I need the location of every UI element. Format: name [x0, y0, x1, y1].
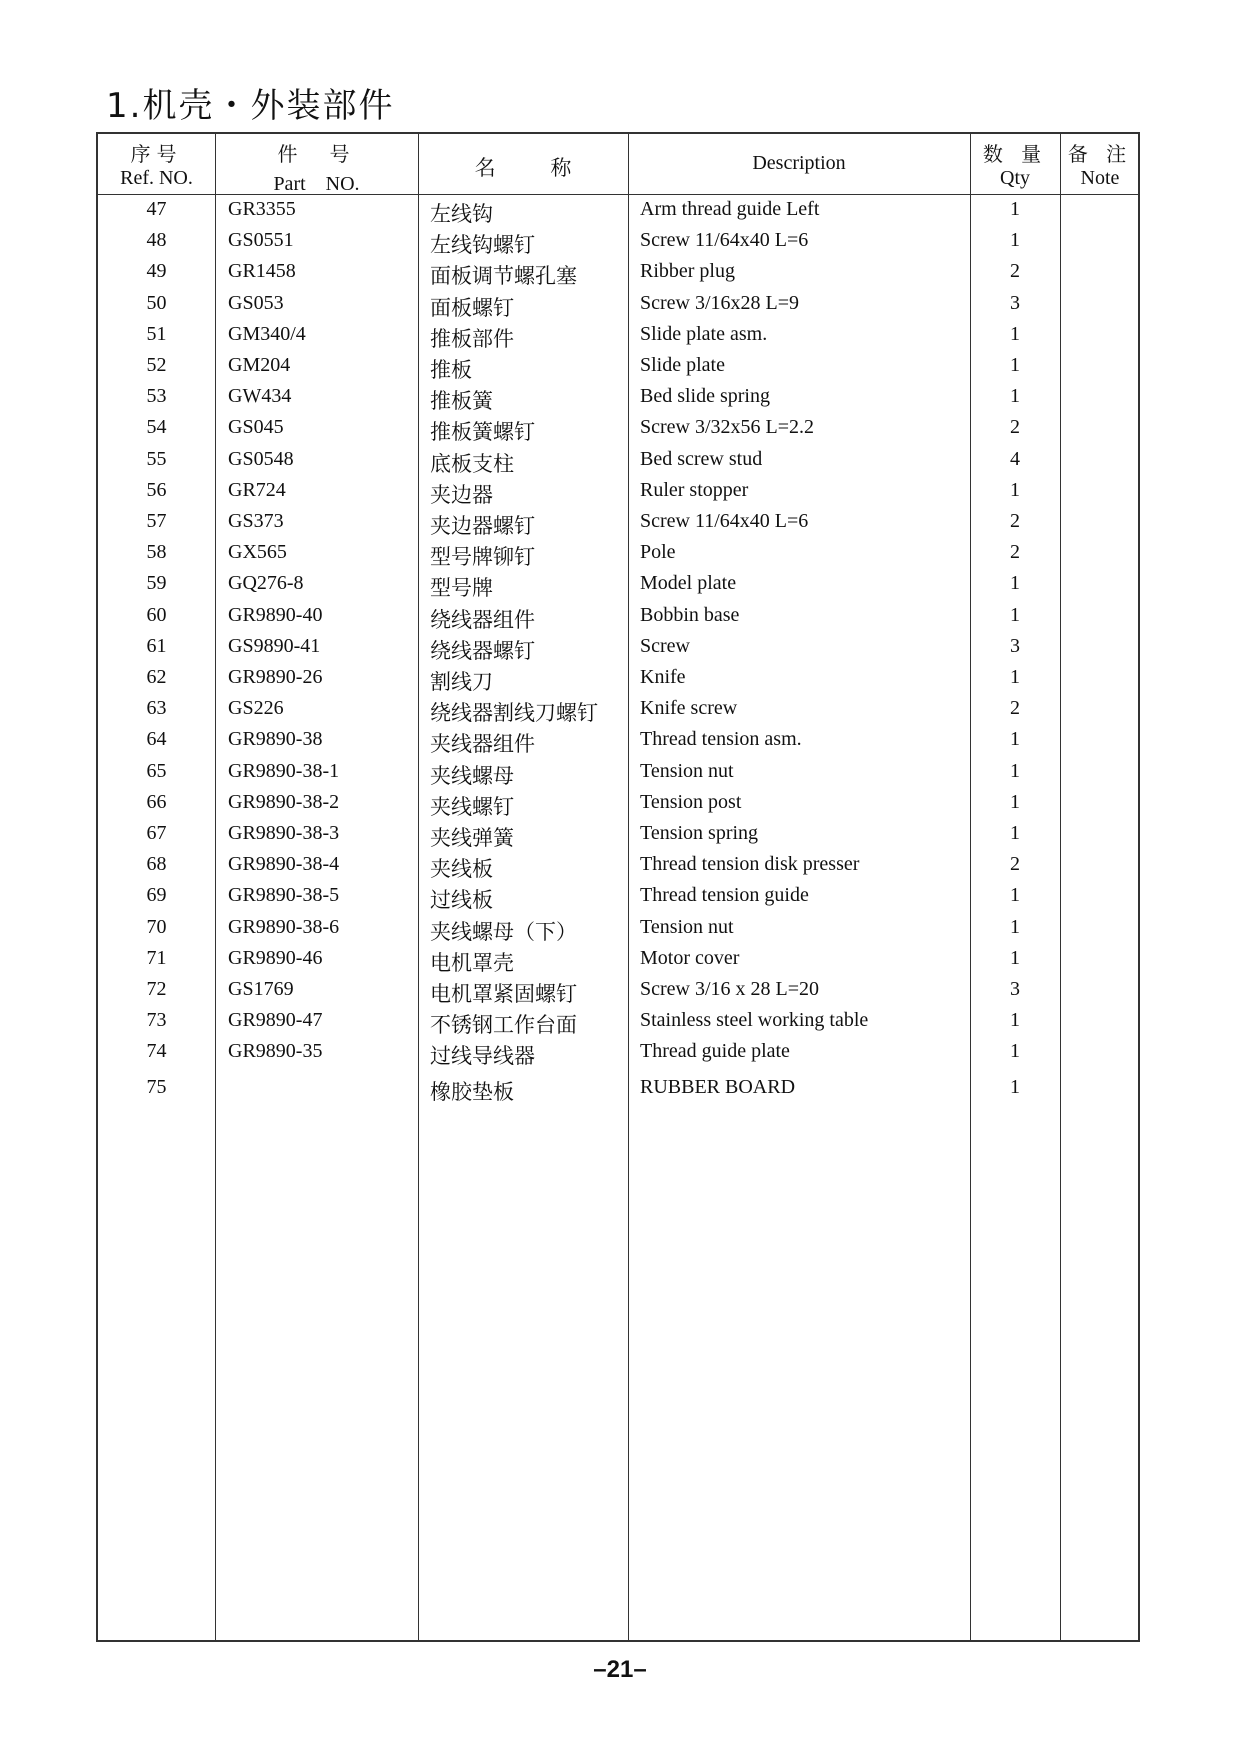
qty-cell: 3	[1010, 634, 1020, 657]
name-cn-cell: 过线板	[430, 888, 493, 913]
name-cn-cell: 推板簧螺钉	[430, 420, 535, 445]
name-cn-cell: 推板部件	[430, 326, 514, 351]
name-cn-cell: 夹线螺母	[430, 763, 514, 788]
table-row	[98, 476, 1138, 507]
part-number-cell: GS373	[228, 510, 284, 532]
part-number-cell: GR9890-38-5	[228, 884, 340, 907]
part-number-cell: GS0551	[228, 229, 294, 252]
table-row	[98, 819, 1138, 850]
name-cn-cell: 不锈钢工作台面	[430, 1013, 577, 1038]
ref-cell: 60	[146, 603, 167, 626]
header-ref-cn: 序号	[130, 142, 183, 166]
qty-cell: 1	[1010, 385, 1020, 408]
part-number-cell: GM204	[228, 354, 291, 376]
description-cell: Thread tension guide	[640, 884, 809, 907]
header-ref	[98, 134, 215, 194]
table-row	[98, 507, 1138, 538]
description-cell: Tension spring	[640, 822, 759, 844]
name-cn-cell: 夹边器	[430, 482, 493, 507]
part-number-cell: GS053	[228, 291, 284, 314]
page-title: 1.机壳・外装部件	[106, 86, 395, 126]
description-cell: Thread tension asm.	[640, 728, 802, 751]
description-cell: Slide plate asm.	[640, 322, 768, 345]
description-cell: Screw 11/64x40 L=6	[640, 510, 809, 532]
table-row	[98, 257, 1138, 288]
description-cell: Screw	[640, 634, 690, 657]
page-number: –21–	[593, 1656, 647, 1683]
ref-cell: 65	[146, 759, 167, 782]
part-number-cell: GR9890-38	[228, 728, 323, 751]
name-cn-cell: 割线刀	[430, 670, 493, 694]
ref-cell: 54	[146, 416, 167, 439]
name-cn-cell: 夹线螺母（下）	[430, 919, 577, 944]
name-cn-cell: 左线钩螺钉	[430, 233, 535, 258]
ref-cell: 70	[146, 915, 167, 938]
ref-cell: 62	[146, 666, 167, 688]
part-number-cell: GR724	[228, 478, 286, 501]
ref-cell: 72	[146, 978, 167, 1000]
qty-cell: 2	[1010, 260, 1020, 283]
name-cn-cell: 面板调节螺孔塞	[430, 264, 577, 289]
table-row	[98, 1037, 1138, 1068]
part-number-cell: GR9890-26	[228, 666, 323, 688]
header-part-en: Part NO.	[273, 173, 360, 195]
description-cell: Tension post	[640, 790, 742, 813]
name-cn-cell: 型号牌铆钉	[430, 545, 535, 570]
name-cn-cell: 夹线器组件	[430, 732, 535, 757]
name-cn-cell: 绕线器割线刀螺钉	[430, 701, 598, 726]
name-cn-cell: 橡胶垫板	[430, 1079, 514, 1104]
table-row	[98, 913, 1138, 944]
header-note-en: Note	[1080, 167, 1120, 189]
table-row	[98, 445, 1138, 476]
description-cell: Slide plate	[640, 354, 725, 376]
description-cell: Bed screw stud	[640, 447, 763, 470]
description-cell: Screw 3/32x56 L=2.2	[640, 416, 815, 439]
ref-cell: 61	[146, 634, 167, 657]
table-row	[98, 725, 1138, 756]
ref-cell: 48	[146, 229, 167, 252]
table-row	[98, 1073, 1138, 1104]
header-note	[1060, 134, 1140, 194]
name-cn-cell: 绕线器组件	[430, 607, 535, 632]
part-number-cell: GM340/4	[228, 322, 306, 345]
part-number-cell: GR9890-46	[228, 946, 323, 969]
description-cell: Thread tension disk presser	[640, 853, 860, 876]
table-row	[98, 632, 1138, 663]
header-name-cn: 名 称	[474, 156, 572, 180]
qty-cell: 3	[1010, 978, 1020, 1000]
header-description-en: Description	[752, 152, 846, 174]
name-cn-cell: 左线钩	[430, 202, 493, 226]
description-cell: Screw 11/64x40 L=6	[640, 229, 809, 252]
description-cell: Screw 3/16x28 L=9	[640, 291, 800, 314]
table-row	[98, 975, 1138, 1006]
description-cell: Pole	[640, 541, 676, 564]
qty-cell: 3	[1010, 291, 1020, 314]
qty-cell: 1	[1010, 1040, 1020, 1063]
qty-cell: 2	[1010, 416, 1020, 439]
header-name	[418, 134, 628, 194]
description-cell: Bobbin base	[640, 603, 740, 626]
part-number-cell: GR9890-38-3	[228, 822, 340, 844]
parts-table	[96, 132, 1140, 1642]
qty-cell: 1	[1010, 354, 1020, 376]
header-qty-en: Qty	[1000, 167, 1030, 189]
qty-cell: 1	[1010, 666, 1020, 688]
name-cn-cell: 夹边器螺钉	[430, 514, 535, 538]
name-cn-cell: 型号牌	[430, 576, 493, 601]
description-cell: Bed slide spring	[640, 385, 770, 408]
part-number-cell: GS045	[228, 416, 284, 439]
header-description	[628, 134, 970, 194]
part-number-cell: GR9890-38-1	[228, 759, 340, 782]
part-number-cell: GR1458	[228, 260, 296, 283]
header-part-cn: 件 号	[277, 142, 356, 166]
qty-cell: 2	[1010, 510, 1020, 532]
ref-cell: 50	[146, 291, 167, 314]
qty-cell: 1	[1010, 478, 1020, 501]
table-row	[98, 226, 1138, 257]
name-cn-cell: 底板支柱	[430, 451, 514, 476]
name-cn-cell: 过线导线器	[430, 1044, 535, 1069]
description-cell: Arm thread guide Left	[640, 198, 820, 220]
qty-cell: 1	[1010, 1009, 1020, 1032]
ref-cell: 63	[146, 697, 167, 720]
qty-cell: 1	[1010, 322, 1020, 345]
qty-cell: 2	[1010, 697, 1020, 720]
ref-cell: 59	[146, 572, 167, 595]
table-row	[98, 289, 1138, 320]
description-cell: Tension nut	[640, 759, 734, 782]
qty-cell: 1	[1010, 915, 1020, 938]
qty-cell: 1	[1010, 198, 1020, 220]
table-row	[98, 351, 1138, 382]
qty-cell: 1	[1010, 790, 1020, 813]
qty-cell: 1	[1010, 229, 1020, 252]
ref-cell: 74	[146, 1040, 167, 1063]
qty-cell: 1	[1010, 946, 1020, 969]
ref-cell: 66	[146, 790, 167, 813]
description-cell: Motor cover	[640, 946, 740, 969]
name-cn-cell: 夹线板	[430, 857, 493, 882]
table-row	[98, 757, 1138, 788]
part-number-cell: GS9890-41	[228, 634, 321, 657]
ref-cell: 53	[146, 385, 167, 408]
table-row	[98, 944, 1138, 975]
part-number-cell: GS0548	[228, 447, 294, 470]
ref-cell: 49	[146, 260, 167, 283]
qty-cell: 4	[1010, 447, 1020, 470]
part-number-cell: GQ276-8	[228, 572, 304, 595]
ref-cell: 56	[146, 478, 167, 501]
name-cn-cell: 夹线螺钉	[430, 794, 514, 819]
table-row	[98, 694, 1138, 725]
description-cell: Thread guide plate	[640, 1040, 790, 1063]
part-number-cell: GS1769	[228, 978, 294, 1000]
ref-cell: 68	[146, 853, 167, 876]
part-number-cell: GR3355	[228, 198, 296, 220]
part-number-cell: GR9890-40	[228, 603, 323, 626]
table-row	[98, 195, 1138, 226]
ref-cell: 75	[146, 1075, 167, 1098]
header-qty	[970, 134, 1060, 194]
part-number-cell: GX565	[228, 541, 287, 564]
name-cn-cell: 绕线器螺钉	[430, 638, 535, 663]
part-number-cell: GS226	[228, 697, 284, 720]
qty-cell: 1	[1010, 728, 1020, 751]
table-row	[98, 601, 1138, 632]
qty-cell: 1	[1010, 603, 1020, 626]
part-number-cell: GR9890-38-4	[228, 853, 340, 876]
qty-cell: 1	[1010, 822, 1020, 844]
description-cell: Model plate	[640, 572, 737, 595]
part-number-cell: GR9890-47	[228, 1009, 323, 1032]
ref-cell: 64	[146, 728, 167, 751]
table-row	[98, 569, 1138, 600]
table-row	[98, 788, 1138, 819]
part-number-cell: GR9890-38-2	[228, 790, 340, 813]
header-note-cn: 备 注	[1067, 142, 1133, 166]
header-qty-cn: 数 量	[982, 142, 1048, 166]
ref-cell: 58	[146, 541, 167, 564]
table-row	[98, 663, 1138, 694]
ref-cell: 51	[146, 322, 167, 345]
description-cell: Tension nut	[640, 915, 734, 938]
table-row	[98, 538, 1138, 569]
table-row	[98, 1006, 1138, 1037]
ref-cell: 57	[146, 510, 167, 532]
name-cn-cell: 推板簧	[430, 389, 493, 414]
description-cell: Ruler stopper	[640, 478, 749, 501]
table-row	[98, 413, 1138, 444]
description-cell: Knife screw	[640, 697, 738, 720]
header-part	[215, 134, 418, 194]
part-number-cell: GR9890-35	[228, 1040, 323, 1063]
description-cell: RUBBER BOARD	[640, 1075, 796, 1098]
qty-cell: 2	[1010, 541, 1020, 564]
description-cell: Screw 3/16 x 28 L=20	[640, 978, 820, 1000]
qty-cell: 1	[1010, 884, 1020, 907]
description-cell: Knife	[640, 666, 686, 688]
ref-cell: 71	[146, 946, 167, 969]
qty-cell: 2	[1010, 853, 1020, 876]
name-cn-cell: 推板	[430, 358, 472, 382]
ref-cell: 55	[146, 447, 167, 470]
table-row	[98, 320, 1138, 351]
name-cn-cell: 电机罩壳	[430, 950, 514, 975]
ref-cell: 73	[146, 1009, 167, 1032]
table-row	[98, 881, 1138, 912]
description-cell: Ribber plug	[640, 260, 735, 283]
qty-cell: 1	[1010, 572, 1020, 595]
table-row	[98, 850, 1138, 881]
qty-cell: 1	[1010, 759, 1020, 782]
name-cn-cell: 夹线弹簧	[430, 826, 514, 850]
name-cn-cell: 面板螺钉	[430, 295, 514, 320]
part-number-cell: GR9890-38-6	[228, 915, 340, 938]
description-cell: Stainless steel working table	[640, 1009, 869, 1032]
ref-cell: 47	[146, 198, 167, 220]
ref-cell: 69	[146, 884, 167, 907]
ref-cell: 52	[146, 354, 167, 376]
ref-cell: 67	[146, 822, 167, 844]
name-cn-cell: 电机罩紧固螺钉	[430, 982, 577, 1006]
table-row	[98, 382, 1138, 413]
part-number-cell: GW434	[228, 385, 292, 408]
qty-cell: 1	[1010, 1075, 1020, 1098]
header-ref-en: Ref. NO.	[120, 167, 193, 189]
